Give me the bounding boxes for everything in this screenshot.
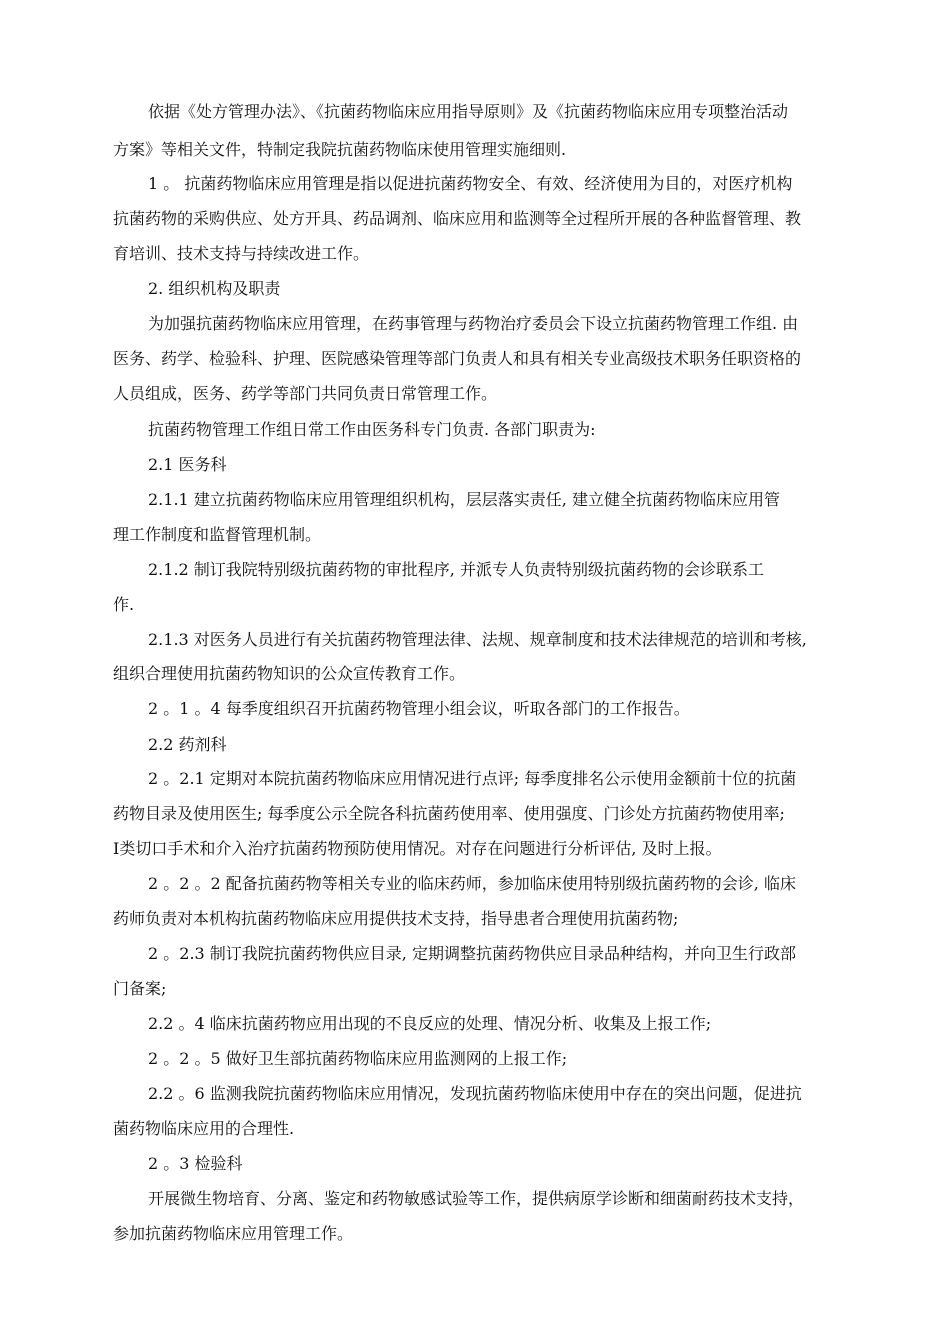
text-line: 菌药物临床应用的合理性.: [113, 1119, 295, 1138]
text-line: 2 。2.1 定期对本院抗菌药物临床应用情况进行点评; 每季度排名公示使用金额前十位的抗菌: [148, 769, 797, 788]
text-line: 医务、药学、检验科、护理、医院感染管理等部门负责人和具有相关专业高级技术职务任职资格的: [113, 349, 802, 368]
text-line: 2 。3 检验科: [148, 1154, 243, 1173]
text-line: 2.2 药剂科: [148, 735, 227, 754]
text-line: 2 。2 。2 配备抗菌药物等相关专业的临床药师，参加临床使用特别级抗菌药物的会诊, 临床: [148, 874, 796, 893]
text-line: 2. 组织机构及职责: [148, 279, 281, 298]
text-line: 抗菌药物的采购供应、处方开具、药品调剂、临床应用和监测等全过程所开展的各种监督管理、教: [113, 209, 802, 228]
text-line: 药物目录及使用医生; 每季度公示全院各科抗菌药使用率、使用强度、门诊处方抗菌药物使用率;: [113, 804, 785, 823]
text-line: 2.1.2 制订我院特别级抗菌药物的审批程序, 并派专人负责特别级抗菌药物的会诊联系工: [148, 560, 764, 579]
text-line: 1 。 抗菌药物临床应用管理是指以促进抗菌药物安全、有效、经济使用为目的，对医疗机构: [148, 174, 793, 193]
text-line: Ⅰ类切口手术和介入治疗抗菌药物预防使用情况。对存在问题进行分析评估, 及时上报。: [113, 839, 722, 858]
text-line: 参加抗菌药物临床应用管理工作。: [113, 1224, 354, 1243]
text-line: 2.2 。6 监测我院抗菌药物临床应用情况，发现抗菌药物临床使用中存在的突出问题，促进抗: [148, 1084, 802, 1103]
text-line: 理工作制度和监督管理机制。: [113, 525, 322, 544]
text-line: 门备案;: [113, 979, 167, 998]
text-line: 开展微生物培育、分离、鉴定和药物敏感试验等工作，提供病原学诊断和细菌耐药技术支持，: [148, 1189, 805, 1208]
text-line: 2.2 。4 临床抗菌药物应用出现的不良反应的处理、情况分析、收集及上报工作;: [148, 1014, 712, 1033]
text-line: 依据《处方管理办法》、《抗菌药物临床应用指导原则》及《抗菌药物临床应用专项整治活动: [148, 102, 789, 121]
text-line: 育培训、技术支持与持续改进工作。: [113, 244, 370, 263]
text-line: 方案》等相关文件，特制定我院抗菌药物临床使用管理实施细则.: [113, 140, 567, 159]
text-line: 2 。2.3 制订我院抗菌药物供应目录, 定期调整抗菌药物供应目录品种结构，并向卫生行政部: [148, 944, 796, 963]
text-line: 2 。2 。5 做好卫生部抗菌药物临床应用监测网的上报工作;: [148, 1049, 568, 1068]
text-line: 2.1 医务科: [148, 455, 227, 474]
text-line: 2 。1 。4 每季度组织召开抗菌药物管理小组会议，听取各部门的工作报告。: [148, 699, 690, 718]
text-line: 药师负责对本机构抗菌药物临床应用提供技术支持，指导患者合理使用抗菌药物;: [113, 909, 679, 928]
text-line: 作.: [113, 595, 135, 614]
text-line: 抗菌药物管理工作组日常工作由医务科专门负责. 各部门职责为:: [148, 420, 596, 439]
text-line: 2.1.3 对医务人员进行有关抗菌药物管理法律、法规、规章制度和技术法律规范的培训和考核,: [148, 630, 807, 649]
text-line: 为加强抗菌药物临床应用管理，在药事管理与药物治疗委员会下设立抗菌药物管理工作组. 由: [148, 314, 799, 333]
text-line: 2.1.1 建立抗菌药物临床应用管理组织机构，层层落实责任, 建立健全抗菌药物临床应用管: [148, 490, 780, 509]
text-line: 组织合理使用抗菌药物知识的公众宣传教育工作。: [113, 664, 466, 683]
text-line: 人员组成，医务、药学等部门共同负责日常管理工作。: [113, 384, 498, 403]
